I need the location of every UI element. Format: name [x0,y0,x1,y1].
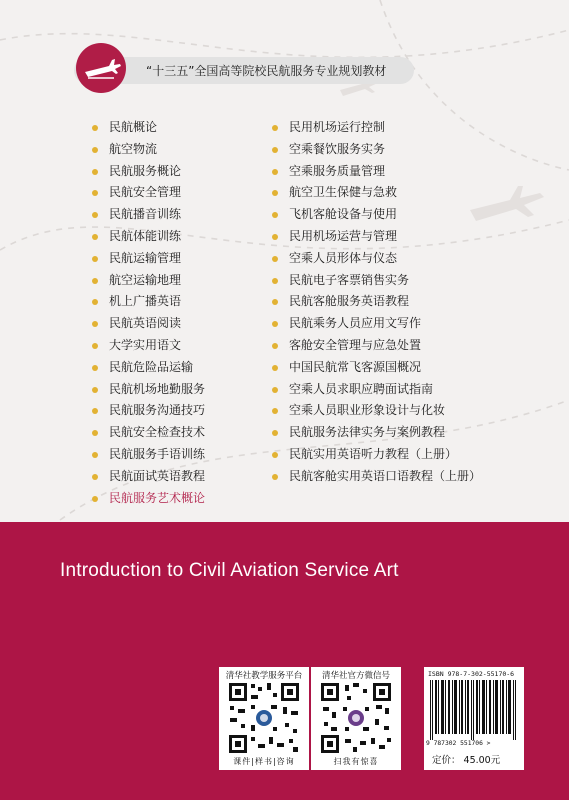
book-item [272,161,481,183]
book-title: 大学实用语文 [109,337,182,352]
bullet-dot [272,452,278,458]
book-title: 民航乘务人员应用文写作 [289,316,422,331]
book-item [272,182,481,204]
bullet-dot [272,299,278,305]
book-title: 民航危险品运输 [109,359,194,374]
book-title: 民用机场运营与管理 [289,228,398,243]
book-title: 民航面试英语教程 [109,468,206,483]
book-title: 民航概论 [109,120,158,134]
bullet-dot [92,190,98,196]
book-item [92,379,205,401]
book-item [272,400,481,422]
barcode-icon [428,680,520,740]
book-title: 空乘人员形体与仪态 [289,250,398,265]
book-item [92,204,205,226]
isbn-number: ISBN 978-7-302-55170-6 [428,670,515,678]
book-title: 民航客舱服务英语教程 [289,294,410,309]
bullet-dot [272,387,278,393]
book-title: 空乘人员求职应聘面试指南 [289,381,434,396]
book-list-right [272,117,481,488]
english-title: Introduction to Civil Aviation Service Art [60,560,399,581]
bullet-dot [272,147,278,153]
bullet-dot [92,278,98,284]
bullet-dot [272,430,278,436]
book-item [272,117,481,139]
book-item [272,379,481,401]
bullet-dot [92,212,98,218]
bullet-dot [92,452,98,458]
book-item [92,117,205,139]
bullet-dot [92,408,98,414]
bullet-dot [272,212,278,218]
qr-top-label: 清华社教学服务平台 [225,671,303,681]
book-title: 民航安全检查技术 [109,425,206,440]
book-title: 空乘人员职业形象设计与化妆 [289,403,446,418]
book-title: 民航服务沟通技巧 [109,403,206,418]
book-item [92,139,205,161]
airplane-icon [76,43,126,93]
bullet-dot [92,365,98,371]
bullet-dot [272,343,278,349]
bullet-dot [92,474,98,480]
book-item [272,313,481,335]
book-title: 机上广播英语 [109,294,182,309]
bullet-dot [92,321,98,327]
book-title: 民航服务法律实务与案例教程 [289,425,446,440]
qr-code-icon [227,681,301,755]
book-item [92,248,205,270]
book-title: 民航安全管理 [109,185,182,200]
book-item [92,335,205,357]
bullet-dot [92,343,98,349]
book-item [272,291,481,313]
book-item [92,400,205,422]
airplane-logo-badge [76,43,126,93]
bullet-dot [272,408,278,414]
book-title: 民航体能训练 [109,228,182,243]
bullet-dot [272,169,278,175]
bullet-dot [92,299,98,305]
bullet-dot [92,256,98,262]
book-item [272,139,481,161]
book-item [272,444,481,466]
qr-card-official-wechat [311,667,401,770]
book-item [272,204,481,226]
bullet-dot [272,125,278,131]
barcode-digits: 9 787302 551706 > [426,740,491,747]
book-list-left [92,117,205,509]
book-item [92,270,205,292]
bullet-dot [272,256,278,262]
book-title: 飞机客舱设备与使用 [289,207,398,222]
book-title: 民航英语阅读 [109,316,182,331]
book-item [92,182,205,204]
series-title: “十三五”全国高等院校民航服务专业规划教材 [146,64,387,78]
bullet-dot [92,125,98,131]
book-title: 民航播音训练 [109,207,182,222]
book-item [272,357,481,379]
bullet-dot [92,496,98,502]
book-title: 民航服务手语训练 [109,446,206,461]
bullet-dot [272,365,278,371]
book-title: 航空卫生保健与急救 [289,185,398,200]
book-item [92,291,205,313]
book-title: 空乘餐饮服务实务 [289,141,386,156]
book-title: 航空运输地理 [109,272,182,287]
bullet-dot [92,430,98,436]
book-title: 民航服务艺术概论 [109,490,206,505]
book-title: 航空物流 [109,141,158,156]
book-item [92,422,205,444]
book-item [92,161,205,183]
bullet-dot [272,190,278,196]
book-item [272,226,481,248]
bullet-dot [92,387,98,393]
qr-top-label: 清华社官方微信号 [321,671,390,681]
qr-card-teaching-platform [219,667,309,770]
book-title: 民航电子客票销售实务 [289,272,410,287]
book-item [92,466,205,488]
bullet-dot [92,234,98,240]
book-title: 民航实用英语听力教程（上册） [289,446,458,461]
book-item [92,357,205,379]
book-title: 民航机场地勤服务 [109,381,206,396]
qr-bottom-label: 扫我有惊喜 [333,757,379,766]
book-title: 空乘服务质量管理 [289,163,386,178]
isbn-barcode-card [424,667,524,770]
bullet-dot [272,278,278,284]
bullet-dot [92,147,98,153]
book-item [92,313,205,335]
book-title: 民航运输管理 [109,250,182,265]
book-item [272,270,481,292]
qr-bottom-label: 课件|样书|咨询 [233,757,295,766]
price-label: 定价： 45.00元 [432,755,501,766]
bullet-dot [272,321,278,327]
bullet-dot [272,474,278,480]
bullet-dot [92,169,98,175]
book-title: 民航服务概论 [109,163,182,178]
book-item [272,422,481,444]
book-item [272,466,481,488]
book-title: 中国民航常飞客源国概况 [289,359,422,374]
book-item [92,226,205,248]
book-title: 民航客舱实用英语口语教程（上册） [289,468,482,483]
book-item [92,444,205,466]
book-item-current [92,488,205,510]
book-title: 民用机场运行控制 [289,120,386,134]
book-item [272,335,481,357]
book-item [272,248,481,270]
book-title: 客舱安全管理与应急处置 [289,337,422,352]
bullet-dot [272,234,278,240]
qr-code-icon [319,681,393,755]
